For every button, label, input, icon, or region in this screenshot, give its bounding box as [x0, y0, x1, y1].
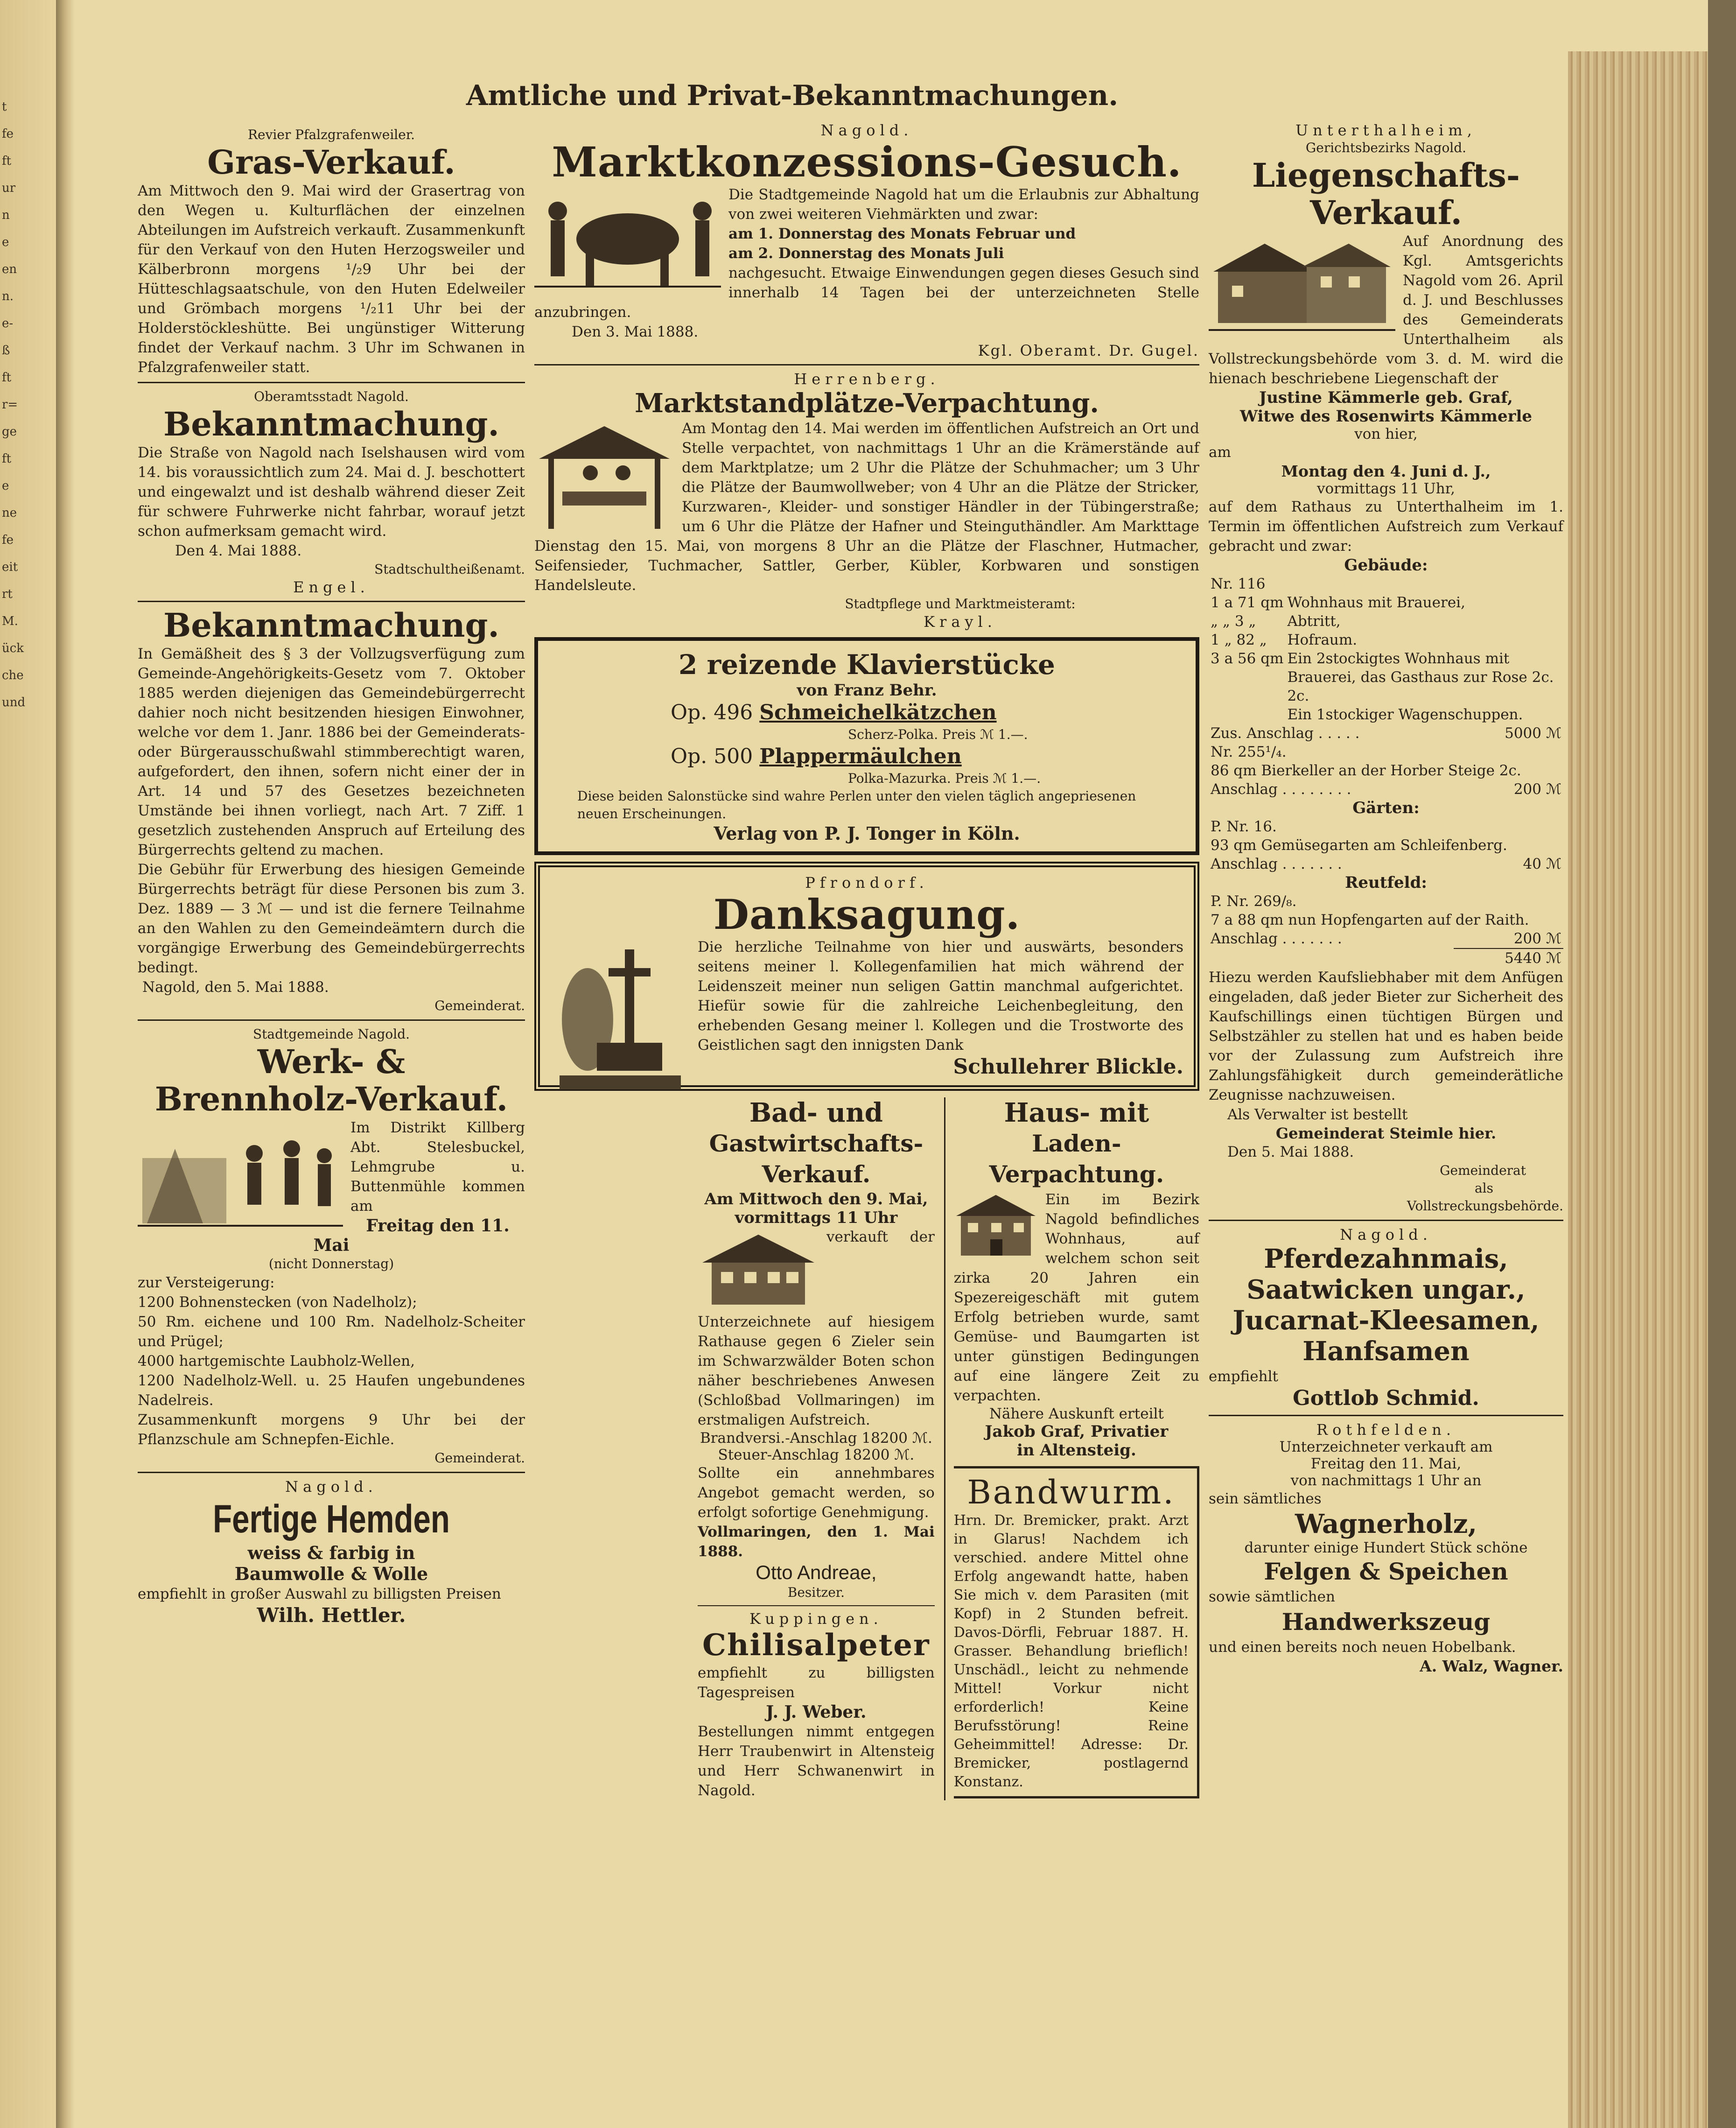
- column-middle: [534, 121, 1199, 1800]
- hemden-body: empfiehlt in großer Auswahl zu billigsten Preisen: [138, 1586, 501, 1602]
- bekannt2-body: In Gemäßheit des § 3 der Vollzugsverfügung zum Gemeinde-Angehörigkeits-Gesetz vom 7. Oktober 1885 werden diejenigen das Gemeindebürgerrecht dahier noch nicht besitzenden hiesigen Einwohner, welche vor dem 1. Janr. 1886 bei der Gemeinderats- oder Bürgerausschußwahl stimmberechtigt waren, aufgefordert, den ihnen, sofern nicht einer der in Art. 14 und 57 des Gesetzes bezeichneten Umstände bei ihnen vorliegt, nach Art. 7 Ziff. 1 gesetzlich zustehenden Anspruch auf Erteilung des Bürgerrechts geltend zu machen.: [138, 646, 525, 858]
- previous-page-fragment: und: [2, 695, 26, 709]
- hemden-ad: [138, 1478, 525, 1627]
- hemden-title: Fertige Hemden: [213, 1497, 450, 1541]
- table-cell: Nr. 116: [1211, 576, 1266, 592]
- klavier-ad: [534, 637, 1199, 855]
- table-row: [1209, 575, 1563, 593]
- previous-page-fragment: n: [2, 208, 10, 222]
- klavier-composer: von Franz Behr.: [797, 681, 937, 700]
- table-cell: 3 a 56 qm: [1211, 650, 1284, 667]
- table-cell: 1 a 71 qm: [1211, 594, 1284, 611]
- bekannt1-body: Die Straße von Nagold nach Iselshausen wird vom 14. bis voraussichtlich zum 24. Mai d. J. beschottert und eingewalzt und ist deshalb während dieser Zeit für schwere Fuhrwerke nicht fahrbar, worauf jetzt schon aufmerksam gemacht wird.: [138, 444, 525, 540]
- stand-signature: Stadtpflege und Marktmeisteramt:: [845, 596, 1076, 611]
- werk-intro: zur Versteigerung:: [138, 1274, 275, 1291]
- inn-illustration: [698, 1230, 819, 1309]
- dank-place: Pfrondorf.: [805, 874, 929, 892]
- liegen-owner: Justine Kämmerle geb. Graf,: [1259, 388, 1513, 407]
- previous-page-fragment: che: [2, 668, 24, 682]
- bad-signature-role: Besitzer.: [787, 1585, 845, 1600]
- stand-title: Marktstandplätze-Verpachtung.: [635, 388, 1099, 419]
- bekannt2-title: Bekanntmachung.: [163, 606, 499, 645]
- previous-page-fragment: ur: [2, 181, 16, 195]
- haus-title-2: Laden-Verpachtung.: [989, 1130, 1164, 1188]
- haus-body: Ein im Bezirk Nagold befindliches Wohnhaus, auf welchem schon seit zirka 20 Jahren ein Spezereigeschäft mit gutem Erfolg betrieben wurde, samt Gemüse- und Baumgarten ist unter günstigen Bedingungen auf eine längere Zeit zu verpachten.: [953, 1191, 1199, 1404]
- liegen-cellar-sum: 200 ℳ: [1513, 781, 1561, 798]
- klavier-note-2: Polka-Mazurka. Preis ℳ 1.—.: [848, 771, 1041, 786]
- markt-date-1: am 1. Donnerstag des Monats Februar und: [728, 225, 1076, 242]
- page-masthead: Amtliche und Privat-Bekanntmachungen.: [466, 79, 1119, 112]
- klavier-body: Diese beiden Salonstücke sind wahre Perlen unter den vielen täglich angepriesenen neuen Erscheinungen.: [577, 788, 1136, 822]
- dank-signature: Schullehrer Blickle.: [953, 1055, 1183, 1079]
- liegen-reutfeld-table: [1209, 892, 1563, 968]
- chili-place: Kuppingen.: [749, 1610, 883, 1628]
- previous-page-fragment: t: [2, 100, 7, 114]
- wagner-signature: A. Walz, Wagner.: [1420, 1657, 1563, 1675]
- liegenschaft-ad: [1209, 121, 1563, 1215]
- werk-place: Stadtgemeinde Nagold.: [252, 1026, 410, 1042]
- werk-item: 50 Rm. eichene und 100 Rm. Nadelholz-Scheiter und Prügel;: [138, 1313, 525, 1350]
- wagner-body-2: sein sämtliches: [1209, 1490, 1322, 1507]
- bad-tax-value: Steuer-Anschlag 18200 ℳ.: [718, 1447, 915, 1463]
- liegen-reutfeld-heading: Reutfeld:: [1345, 873, 1427, 892]
- middle-lower-right: [945, 1097, 1199, 1800]
- previous-page-fragment: n.: [2, 289, 14, 303]
- divider: [138, 601, 525, 602]
- liegen-body-2: auf dem Rathaus zu Unterthalheim im 1. Termin im öffentlichen Aufstreich zum Verkauf gebracht und zwar:: [1209, 499, 1563, 555]
- klavier-publisher: Verlag von P. J. Tonger in Köln.: [714, 823, 1020, 844]
- grave-cross-illustration: [550, 940, 690, 1099]
- bad-date: Vollmaringen, den 1. Mai 1888.: [698, 1524, 935, 1560]
- table-cell: [1285, 575, 1563, 593]
- pferde-line-2: Saatwicken ungar.,: [1246, 1274, 1526, 1305]
- liegen-administrator: Gemeinderat Steimle hier.: [1275, 1124, 1497, 1142]
- chili-body-2: Bestellungen nimmt entgegen Herr Traubenwirt in Altensteig und Herr Schwanenwirt in Nagold.: [698, 1723, 935, 1799]
- liegen-gardens-heading: Gärten:: [1352, 799, 1420, 817]
- werk-item: 4000 hartgemischte Laubholz-Wellen,: [138, 1353, 415, 1370]
- liegen-sum: 5000 ℳ: [1505, 725, 1561, 742]
- werk-signature: Gemeinderat.: [434, 1450, 525, 1466]
- liegen-reut-desc: 7 a 88 qm nun Hopfengarten auf der Raith.: [1211, 912, 1529, 928]
- hemden-sub1: weiss & farbig in: [247, 1542, 415, 1563]
- wagner-title-3: Handwerkszeug: [1281, 1608, 1491, 1636]
- danksagung-ad: [534, 862, 1199, 1091]
- klavier-title: 2 reizende Klavierstücke: [679, 649, 1055, 681]
- pferde-signature: Gottlob Schmid.: [1293, 1386, 1479, 1410]
- band-body: Hrn. Dr. Bremicker, prakt. Arzt in Glarus! Nachdem ich verschied. andere Mittel ohne Erfolg angewandt hatte, haben Sie mich v. dem Parasiten (mit Kopf) in 2 Stunden befreit. Davos-Dörfli, Februar 1887. H. Grasser. Behandlung brieflich! Unschädl., leicht zu nehmende Mittel! Vorkur nicht erforderlich! Keine Berufsstörung! Reine Geheimmittel! Adresse: Dr. Bremicker, postlagernd Konstanz.: [953, 1512, 1189, 1790]
- previous-page-strip: [0, 0, 56, 2128]
- table-cell: „ „ 3 „: [1211, 613, 1256, 630]
- wagner-time: von nachmittags 1 Uhr an: [1290, 1472, 1482, 1489]
- bad-body: verkauft der Unterzeichnete auf hiesigem Rathause gegen 6 Zieler sein im Schwarzwälder Boten schon näher beschriebenes Anwesen (Schloßbad Vollmaringen) im erstmaligen Aufstreich.: [698, 1229, 935, 1428]
- bekannt1-name: Engel.: [293, 578, 370, 596]
- liegen-garden-sum: 40 ℳ: [1523, 856, 1561, 872]
- bekannt2-date: Nagold, den 5. Mai 1888.: [142, 979, 329, 996]
- liegen-signature-2: als: [1474, 1180, 1493, 1196]
- liegen-time: vormittags 11 Uhr,: [1317, 480, 1455, 497]
- middle-lower-left: [698, 1097, 945, 1800]
- liegen-buildings-heading: Gebäude:: [1344, 556, 1428, 575]
- liegen-sum-label: Zus. Anschlag . . . . .: [1211, 725, 1360, 742]
- bad-title: Bad- und: [749, 1097, 883, 1128]
- wagner-body-4: sowie sämtlichen: [1209, 1588, 1335, 1605]
- bekannt1-date: Den 4. Mai 1888.: [175, 542, 302, 559]
- previous-page-fragment: ge: [2, 425, 17, 439]
- previous-page-fragment: rt: [2, 587, 13, 601]
- wagner-title-2: Felgen & Speichen: [1264, 1558, 1508, 1585]
- hemden-signature: Wilh. Hettler.: [257, 1604, 406, 1627]
- marktstand-ad: [534, 370, 1199, 631]
- liegen-place: Unterthalheim,: [1295, 121, 1477, 139]
- werk-day-note: (nicht Donnerstag): [268, 1256, 394, 1271]
- chili-ad: [698, 1610, 935, 1800]
- stand-place: Herrenberg.: [794, 370, 940, 388]
- table-cell: Ein 2stockigtes Wohnhaus mit Brauerei, das Gasthaus zur Rose 2c. 2c.: [1287, 650, 1554, 704]
- bad-signature: Otto Andreae,: [756, 1561, 877, 1583]
- markt-body: Die Stadtgemeinde Nagold hat um die Erlaubnis zur Abhaltung von zwei weiteren Viehmärkten und zwar:: [728, 186, 1199, 223]
- liegen-date-signed: Den 5. Mai 1888.: [1227, 1144, 1354, 1160]
- bekannt2-signature: Gemeinderat.: [434, 998, 525, 1013]
- werk-day: Freitag den 11. Mai: [313, 1216, 510, 1255]
- liegen-body: Auf Anordnung des Kgl. Amtsgerichts Nagold vom 26. April d. J. und Beschlusses des Gemeinderats Unterthalheim als Vollstreckungsbehörde vom 3. d. M. wird die hienach beschriebene Liegenschaft der: [1209, 233, 1563, 387]
- divider: [1209, 1220, 1563, 1221]
- liegen-garden-parcel: P. Nr. 16.: [1211, 818, 1277, 835]
- previous-page-fragment: fe: [2, 127, 14, 141]
- cattle-market-illustration: [534, 188, 721, 290]
- werk-title: Werk- &: [257, 1042, 406, 1081]
- wagner-date: Freitag den 11. Mai,: [1310, 1455, 1462, 1472]
- liegen-date: Montag den 4. Juni d. J.,: [1281, 462, 1491, 480]
- klavier-piece-2: Plappermäulchen: [759, 744, 962, 768]
- wagner-body: Unterzeichneter verkauft am: [1279, 1439, 1493, 1455]
- book-gutter: [56, 0, 75, 2128]
- klavier-note-1: Scherz-Polka. Preis ℳ 1.—.: [848, 727, 1028, 742]
- pferde-line-4: Hanfsamen: [1302, 1336, 1470, 1367]
- gras-title: Gras-Verkauf.: [207, 143, 455, 182]
- divider: [1209, 1415, 1563, 1416]
- pferde-line-1: Pferdezahnmais,: [1264, 1243, 1508, 1274]
- table-cell: Wohnhaus mit Brauerei,: [1287, 594, 1465, 611]
- pferde-place: Nagold.: [1340, 1226, 1432, 1243]
- liegen-cellar: 86 qm Bierkeller an der Horber Steige 2c.: [1211, 762, 1521, 779]
- liegen-reut-parcel: P. Nr. 269/₈.: [1211, 893, 1297, 910]
- table-row: [1209, 593, 1563, 612]
- liegen-garden-desc: 93 qm Gemüsegarten am Schleifenberg.: [1211, 837, 1507, 854]
- table-row: [1209, 649, 1563, 705]
- previous-page-fragment: e: [2, 479, 9, 493]
- previous-page-fragment: ft: [2, 371, 12, 385]
- liegen-district: Gerichtsbezirks Nagold.: [1305, 140, 1467, 155]
- divider: [138, 1472, 525, 1473]
- liegen-reut-label: Anschlag . . . . . . .: [1211, 930, 1342, 947]
- wagner-body-3: darunter einige Hundert Stück schöne: [1244, 1539, 1528, 1556]
- klavier-opus-1: Op. 496: [671, 701, 753, 724]
- middle-lower-row: [698, 1097, 1199, 1800]
- bekannt1-signature: Stadtschultheißenamt.: [374, 562, 525, 577]
- bekannt2-body2: Die Gebühr für Erwerbung des hiesigen Gemeinde Bürgerrechts beträgt für diese Personen bis zum 3. Dez. 1889 — 3 ℳ — und ist die fernere Teilnahme an den Wahlen zu den Gemeindeämtern durch die vorgängige Erwerbung des Gemeindebürgerrechts bedingt.: [138, 861, 525, 976]
- previous-page-fragment: ne: [2, 506, 17, 520]
- previous-page-fragment: r=: [2, 398, 18, 412]
- liegen-garden-label: Anschlag . . . . . . .: [1211, 856, 1342, 872]
- previous-page-fragment: ß: [2, 344, 10, 358]
- markt-signature: Kgl. Oberamt. Dr. Gugel.: [978, 342, 1199, 359]
- gras-ad: [138, 126, 525, 377]
- liegen-title: Liegenschafts-: [1252, 156, 1520, 195]
- table-cell: [1209, 705, 1285, 724]
- band-title: Bandwurm.: [967, 1473, 1176, 1511]
- holz-ad: [138, 1025, 525, 1467]
- liegen-cellar-label: Anschlag . . . . . . . .: [1211, 781, 1351, 798]
- liegen-am: am: [1209, 444, 1231, 461]
- previous-page-fragment: fe: [2, 533, 14, 547]
- bekannt1-place: Oberamtsstadt Nagold.: [254, 389, 409, 404]
- bandwurm-ad: [954, 1466, 1199, 1798]
- table-cell: Ein 1stockiger Wagenschuppen.: [1287, 706, 1523, 723]
- table-cell: Hofraum.: [1287, 632, 1358, 648]
- market-stall-illustration: [534, 421, 674, 534]
- gras-place: Revier Pfalzgrafenweiler.: [247, 127, 415, 142]
- previous-page-fragment: M.: [2, 614, 18, 628]
- bad-time: vormittags 11 Uhr: [735, 1208, 898, 1227]
- chili-title: Chilisalpeter: [702, 1628, 930, 1663]
- bad-brand-value: Brandversi.-Anschlag 18200 ℳ.: [700, 1430, 932, 1447]
- table-row: [1209, 631, 1563, 649]
- previous-page-fragment: ück: [2, 641, 24, 655]
- pferde-line-3: Jucarnat-Kleesamen,: [1232, 1305, 1540, 1336]
- haus-title: Haus- mit: [1004, 1097, 1149, 1128]
- stand-body: Am Montag den 14. Mai werden im öffentlichen Aufstreich an Ort und Stelle verpachtet, von nachmittags 1 Uhr an die Krämerstände auf dem Marktplatze; um 2 Uhr die Plätze der Schuhmacher; um 3 Uhr die Plätze der Baumwollweber; von 4 Uhr an die Plätze der Stricker, Kurzwaren-, Kleider- und sonstiger Händler in der Tübingerstraße; um 6 Uhr die Plätze der Hafner und Steinguthändler. Am Markttage Dienstag den 15. Mai, von morgens 8 Uhr an die Plätze der Flaschner, Hutmacher, Seifensieder, Tuchmacher, Sattler, Gerber, Kübler, Korbwaren und sonstigen Handelsleute.: [534, 420, 1199, 594]
- dank-body: Die herzliche Teilnahme von hier und auswärts, besonders seitens meiner l. Kollegenfamilien hat mich während der Leidenszeit meiner nun seligen Gattin manchmal aufgerichtet. Hiefür sowie für die zahlreiche Leichenbegleitung, den erhebenden Gesang meiner l. Kollegen und die Trostworte des Geistlichen sagt den innigsten Dank: [698, 939, 1183, 1053]
- haus-location: in Altensteig.: [1016, 1441, 1136, 1460]
- markt-body-2: nachgesucht. Etwaige Einwendungen gegen dieses Gesuch sind innerhalb 14 Tagen bei der unterzeichneten Stelle anzubringen.: [534, 265, 1199, 321]
- table-row: [1209, 705, 1563, 724]
- bad-body-2: Sollte ein annehmbares Angebot gemacht werden, so erfolgt sofortige Genehmigung.: [698, 1465, 935, 1521]
- liegen-title-2: Verkauf.: [1309, 193, 1463, 232]
- werk-item: 1200 Nadelholz-Well. u. 25 Haufen ungebundenes Nadelreis.: [138, 1372, 525, 1409]
- pferde-lead: empfiehlt: [1209, 1368, 1278, 1385]
- liegen-administrator-label: Als Verwalter ist bestellt: [1227, 1106, 1408, 1123]
- newspaper-page: [75, 0, 1568, 2128]
- liegen-signature: Gemeinderat: [1440, 1163, 1526, 1178]
- divider: [698, 1605, 935, 1606]
- previous-page-fragment: ft: [2, 452, 12, 466]
- gras-body: Am Mittwoch den 9. Mai wird der Grasertrag von den Wegen u. Kulturflächen der einzelnen Abteilungen im Aufstreich verkauft. Zusammenkunft für den Verkauf von den Huten Herzogsweiler und Kälberbronn morgens ¹/₂9 Uhr bei der Hütteschlagsaatschule, von den Huten Edelweiler und Grömbach morgens ¹/₂11 Uhr bei der Holderstöckleshütte. Bei ungünstiger Witterung findet der Verkauf nachm. 3 Uhr im Schwanen in Pfalzgrafenweiler statt.: [138, 183, 525, 376]
- hemden-sub2: Baumwolle & Wolle: [234, 1563, 428, 1584]
- previous-page-fragment: e-: [2, 316, 14, 330]
- divider: [138, 382, 525, 383]
- dank-title: Danksagung.: [713, 890, 1021, 939]
- liegen-owner-2: Witwe des Rosenwirts Kämmerle: [1239, 407, 1533, 426]
- liegen-buildings-table: [1209, 575, 1563, 724]
- markt-title: Marktkonzessions-Gesuch.: [552, 138, 1182, 186]
- haus-info: Nähere Auskunft erteilt: [989, 1405, 1164, 1422]
- divider: [534, 364, 1199, 365]
- farmstead-illustration: [1209, 234, 1395, 337]
- chili-signature: J. J. Weber.: [766, 1702, 867, 1722]
- table-row: [1209, 612, 1563, 631]
- table-cell: Abtritt,: [1287, 613, 1341, 630]
- liegen-body-3: Hiezu werden Kaufsliebhaber mit dem Anfügen eingeladen, daß jeder Bieter zur Sicherheit des Kaufschillings einen tüchtigen Bürgen und Selbstzähler zu stellen hat und es haben beide vor der Zulassung zum Aufstreich ihre Zahlungsfähigkeit durch gemeinderätliche Zeugnisse nachzuweisen.: [1209, 969, 1563, 1103]
- liegen-parcel: Nr. 255¹/₄.: [1211, 744, 1287, 760]
- hemden-place: Nagold.: [285, 1478, 378, 1496]
- markt-place: Nagold.: [820, 121, 913, 139]
- stand-name: Krayl.: [924, 613, 997, 631]
- bekanntmachung-1: [138, 388, 525, 596]
- werk-title-2: Brennholz-Verkauf.: [154, 1080, 508, 1118]
- liegen-signature-3: Vollstreckungsbehörde.: [1407, 1198, 1563, 1214]
- previous-page-fragment: eit: [2, 560, 18, 574]
- column-left: [138, 126, 525, 1627]
- markt-date: Den 3. Mai 1888.: [572, 323, 699, 340]
- marktkonzession-ad: [534, 121, 1199, 359]
- markt-date-2: am 2. Donnerstag des Monats Juli: [728, 245, 1004, 262]
- previous-page-fragment: en: [2, 262, 17, 276]
- previous-page-fragment: e: [2, 235, 9, 249]
- bad-ad: [698, 1097, 935, 1601]
- divider: [138, 1019, 525, 1021]
- haus-ad: [954, 1097, 1199, 1460]
- chili-body: empfiehlt zu billigsten Tagespreisen: [698, 1664, 935, 1701]
- saatgut-ad: [1209, 1226, 1563, 1410]
- table-cell: 1 „ 82 „: [1211, 632, 1267, 648]
- werk-item: 1200 Bohnenstecken (von Nadelholz);: [138, 1294, 417, 1311]
- bekanntmachung-2: [138, 607, 525, 1015]
- liegen-sum-table: [1209, 724, 1563, 799]
- werk-meeting: Zusammenkunft morgens 9 Uhr bei der Pflanzschule am Schnepfen-Eichle.: [138, 1412, 525, 1448]
- bad-lead: Am Mittwoch den 9. Mai,: [704, 1190, 928, 1208]
- klavier-piece-1: Schmeichelkätzchen: [759, 701, 997, 724]
- liegen-owner-3: von hier,: [1354, 426, 1418, 442]
- house-illustration: [954, 1193, 1038, 1258]
- wagner-title: Wagnerholz,: [1295, 1509, 1477, 1539]
- column-right: [1209, 121, 1563, 1675]
- werk-item-list: [138, 1292, 525, 1410]
- liegen-gardens-table: [1209, 817, 1563, 873]
- wagner-body-5: und einen bereits noch neuen Hobelbank.: [1209, 1639, 1516, 1656]
- werk-lead: Im Distrikt Killberg Abt. Stelesbuckel, Lehmgrube u. Buttenmühle kommen am: [350, 1119, 525, 1215]
- bad-title-2: Gastwirtschafts-Verkauf.: [709, 1130, 924, 1188]
- klavier-opus-2: Op. 500: [671, 744, 753, 768]
- woodcutters-illustration: [138, 1121, 343, 1233]
- book-cover: [1708, 0, 1736, 2128]
- previous-page-fragment: ft: [2, 154, 12, 168]
- wagnerholz-ad: [1209, 1421, 1563, 1675]
- liegen-total: 5440 ℳ: [1505, 950, 1561, 967]
- wagner-place: Rothfelden.: [1316, 1421, 1456, 1439]
- bekannt1-title: Bekanntmachung.: [163, 405, 499, 443]
- liegen-reut-sum: 200 ℳ: [1454, 929, 1563, 948]
- previous-page-fragments: [0, 0, 56, 716]
- haus-signature: Jakob Graf, Privatier: [985, 1422, 1169, 1441]
